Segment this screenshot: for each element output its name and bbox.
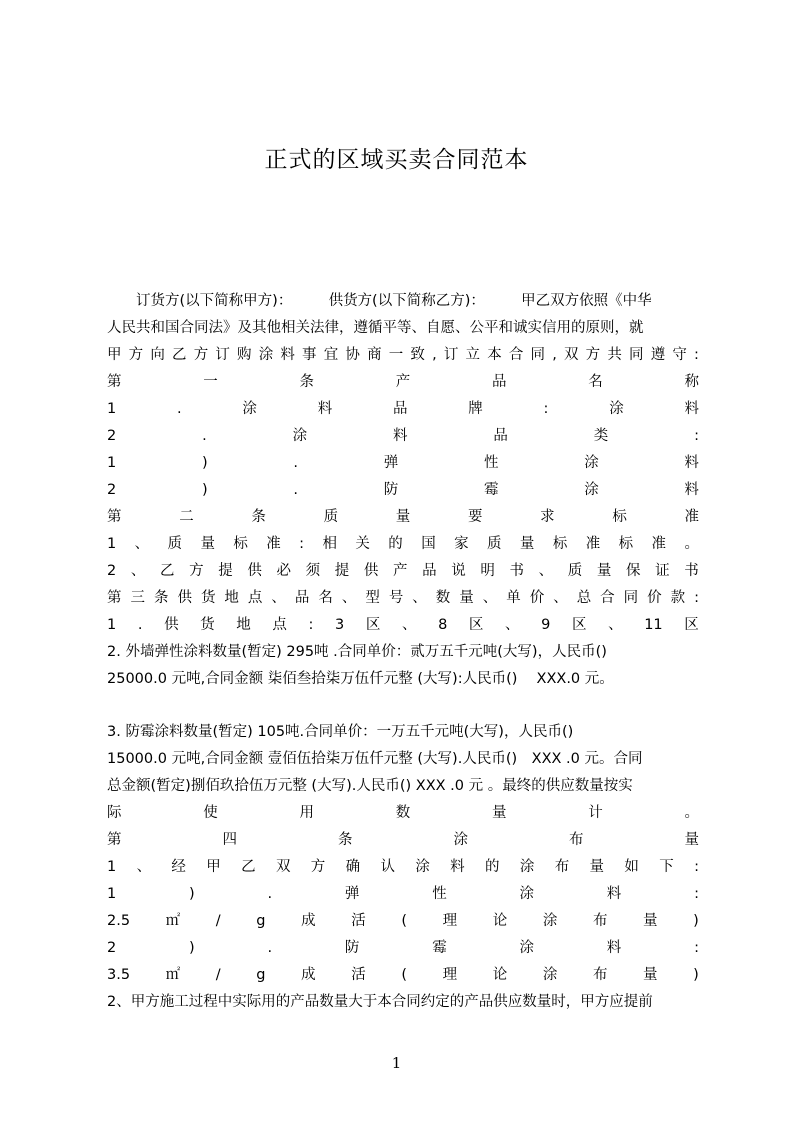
text-segment: 涂 (519, 859, 535, 875)
text-segment: 布 (592, 913, 608, 929)
text-segment: 保 (625, 563, 641, 579)
text-segment: 2. 外墙弹性涂料数量(暂定) 295吨 .合同单价：贰万五千元吨(大写)，人民币() (107, 644, 607, 660)
text-segment: / (215, 967, 221, 983)
text-segment: 区 (684, 617, 699, 633)
text-segment: 甲 (107, 347, 122, 363)
text-segment: 事 (302, 347, 317, 363)
text-segment: ) (693, 967, 699, 983)
text-segment: ) (189, 886, 195, 902)
text-segment: 布 (592, 967, 608, 983)
text-line (107, 639, 699, 666)
text-segment: 成 (301, 967, 316, 983)
text-segment: 关 (355, 536, 370, 552)
text-segment: 总金额(暂定)捌佰玖拾伍万元整 (大写).人民币() XXX .0 元 。最终的供应数量按实 (107, 778, 633, 794)
text-segment: 方 (189, 563, 204, 579)
text-segment: 相 (322, 536, 337, 552)
text-line (107, 666, 699, 693)
text-segment: 料 (280, 347, 295, 363)
text-segment: 料 (684, 482, 699, 498)
text-segment: ) (201, 482, 208, 498)
text-line (107, 288, 699, 315)
text-segment: 、 (538, 563, 554, 579)
text-segment: . (267, 886, 273, 902)
text-segment: 致 (410, 347, 425, 363)
text-line (107, 612, 699, 639)
text-line (107, 854, 699, 881)
text-segment: 量 (643, 967, 658, 983)
text-segment: 涂 (292, 428, 308, 444)
text-segment: 料 (606, 886, 622, 902)
text-segment: 弹 (344, 886, 360, 902)
text-segment: 同 (623, 590, 639, 606)
text-segment: 称 (684, 374, 699, 390)
text-segment: 2 (107, 428, 117, 444)
text-line (107, 962, 699, 989)
text-segment: 向 (150, 347, 165, 363)
text-segment: 产 (392, 563, 408, 579)
text-segment: : (694, 886, 699, 902)
text-segment: 双 (564, 347, 579, 363)
text-segment: 数 (395, 805, 411, 821)
text-line (107, 558, 699, 585)
text-segment: g (256, 967, 266, 983)
text-segment: 立 (465, 347, 481, 363)
text-segment: 价 (529, 590, 545, 606)
text-segment: 区 (468, 617, 484, 633)
text-segment: 1 (107, 886, 117, 902)
text-segment: 货 (200, 590, 216, 606)
text-segment: : (694, 428, 699, 444)
text-segment: 单 (506, 590, 521, 606)
text-segment: 守 (672, 347, 687, 363)
text-segment: 质 (567, 563, 583, 579)
text-segment: 、 (130, 563, 146, 579)
text-segment: : (694, 590, 699, 606)
text-segment: 证 (655, 563, 670, 579)
text-segment: 准 (266, 536, 281, 552)
text-segment: 如 (624, 859, 639, 875)
text-segment: , (432, 347, 437, 363)
text-line (107, 477, 699, 504)
text-segment: 质 (167, 536, 183, 552)
text-segment: 料 (606, 940, 622, 956)
text-segment: ㎡ (165, 967, 181, 983)
text-segment: 霉 (483, 482, 499, 498)
text-segment: 供 (247, 563, 262, 579)
text-segment: 用 (299, 805, 314, 821)
text-segment: 供 (363, 563, 379, 579)
text-segment: , (552, 347, 557, 363)
text-segment: : (694, 859, 699, 875)
text-segment: 9 (541, 617, 551, 633)
text-segment: 量 (492, 805, 507, 821)
text-segment: 准 (585, 536, 601, 552)
text-segment: 理 (442, 967, 458, 983)
text-line (107, 585, 699, 612)
text-segment: 点 (247, 590, 263, 606)
text-segment: 双 (275, 859, 291, 875)
text-segment: 弹 (383, 455, 399, 471)
text-line (107, 450, 699, 477)
text-segment: 涂 (519, 940, 534, 956)
text-segment: 地 (224, 590, 239, 606)
text-segment: 涂 (542, 913, 558, 929)
text-segment: 方 (128, 347, 144, 363)
text-segment: 人民共和国合同法》及其他相关法律，遵循平等、自愿、公平和诚实信用的原则，就 (107, 320, 644, 336)
text-segment: 宜 (323, 347, 339, 363)
text-line (107, 342, 699, 369)
text-segment: 乙 (241, 859, 256, 875)
text-segment: 款 (670, 590, 686, 606)
text-segment: 1 (107, 536, 117, 552)
text-segment: 标 (233, 536, 248, 552)
text-segment: 第 (107, 832, 122, 848)
text-segment: 条 (153, 590, 169, 606)
text-segment: 区 (365, 617, 381, 633)
text-line (107, 935, 699, 962)
text-line (107, 881, 699, 908)
text-segment: 2 (107, 563, 117, 579)
text-segment: 25000.0 元吨,合同金额 柒佰叁拾柒万伍仟元整 (大写):人民币() XXX.0 元。 (107, 671, 614, 687)
text-segment: 合 (600, 590, 615, 606)
text-segment: 地 (236, 617, 251, 633)
text-segment: 乙 (159, 563, 175, 579)
text-segment: 、 (271, 590, 286, 606)
text-segment: 防 (344, 940, 360, 956)
text-segment: 认 (380, 859, 395, 875)
text-segment: 价 (647, 590, 662, 606)
text-segment: 、 (341, 590, 357, 606)
text-segment: 书 (684, 563, 699, 579)
text-segment: 名 (588, 374, 603, 390)
text-segment: 性 (483, 455, 499, 471)
text-segment: 料 (684, 401, 699, 417)
text-segment: 11 (644, 617, 663, 633)
text-segment: 质 (323, 509, 339, 525)
text-segment: 条 (338, 832, 353, 848)
text-line (107, 423, 699, 450)
text-segment: 订货方(以下简称甲方)： 供货方(以下简称乙方)： 甲乙双方依照《中华 (107, 293, 652, 309)
text-segment: 明 (480, 563, 495, 579)
text-segment: 订 (443, 347, 459, 363)
text-segment: 家 (454, 536, 469, 552)
text-segment: 货 (200, 617, 215, 633)
text-segment: 布 (569, 832, 584, 848)
text-segment: 要 (467, 509, 483, 525)
text-segment: ) (189, 940, 195, 956)
text-segment: ) (201, 455, 208, 471)
text-segment: 商 (367, 347, 382, 363)
text-segment: . (293, 455, 298, 471)
text-segment: 3.5 (107, 967, 131, 983)
text-segment: : (694, 347, 699, 363)
text-segment: 品 (492, 374, 507, 390)
text-line (107, 800, 699, 827)
text-segment: 、 (482, 590, 498, 606)
text-segment: 量 (395, 509, 411, 525)
text-segment: 第 (107, 590, 122, 606)
text-segment: 准 (684, 509, 699, 525)
text-segment: 15000.0 元吨,合同金额 壹佰伍拾柒万伍仟元整 (大写).人民币() XXX .0 元。合同 (107, 751, 643, 767)
text-segment: 2、甲方施工过程中实际用的产品数量大于本合同约定的产品供应数量时，甲方应提前 (107, 994, 653, 1010)
text-segment: 活 (351, 967, 366, 983)
text-segment: 购 (237, 347, 252, 363)
text-segment: 名 (318, 590, 333, 606)
document-title: 正式的区域买卖合同范本 (264, 147, 529, 173)
text-segment: 活 (351, 913, 366, 929)
text-segment: 料 (317, 401, 333, 417)
text-segment: 品 (422, 563, 437, 579)
text-segment: 产 (395, 374, 411, 390)
text-segment: 性 (432, 886, 447, 902)
text-segment: 、 (608, 617, 623, 633)
text-segment: 下 (659, 859, 674, 875)
text-segment: 质 (487, 536, 502, 552)
text-segment: 同 (530, 347, 546, 363)
text-segment: 2 (107, 482, 117, 498)
text-segment: 计 (588, 805, 603, 821)
text-segment: 成 (301, 913, 316, 929)
text-segment: 1 (107, 455, 117, 471)
text-segment: 条 (251, 509, 266, 525)
text-line (107, 396, 699, 423)
text-segment: 本 (487, 347, 502, 363)
text-segment: 品 (294, 590, 310, 606)
text-segment: 2 (107, 940, 117, 956)
text-segment: 甲 (206, 859, 221, 875)
text-segment: 确 (345, 859, 361, 875)
text-segment: 。 (684, 805, 699, 821)
text-segment: 一 (203, 374, 218, 390)
text-segment: 料 (392, 428, 408, 444)
text-segment: 理 (442, 913, 458, 929)
text-segment: 1 (107, 617, 117, 633)
text-segment: 量 (643, 913, 658, 929)
text-segment: 。 (684, 536, 699, 552)
text-segment: 类 (593, 428, 609, 444)
text-segment: 号 (388, 590, 404, 606)
text-segment: 论 (492, 967, 508, 983)
text-segment: 涂 (609, 401, 624, 417)
text-segment: 、 (505, 617, 520, 633)
text-segment: 1 (107, 859, 117, 875)
text-segment: . (293, 482, 298, 498)
text-segment: 牌 (468, 401, 483, 417)
text-segment: 涂 (258, 347, 274, 363)
text-segment: 一 (388, 347, 404, 363)
text-segment: 书 (509, 563, 524, 579)
text-segment: 、 (136, 859, 152, 875)
text-segment: 乙 (172, 347, 187, 363)
text-segment: 量 (684, 832, 699, 848)
text-segment: 霉 (432, 940, 447, 956)
text-segment: 型 (365, 590, 380, 606)
text-segment: : (694, 940, 699, 956)
text-segment: 品 (493, 428, 508, 444)
text-segment: 料 (450, 859, 465, 875)
text-segment: 涂 (519, 886, 534, 902)
text-segment: 标 (618, 536, 634, 552)
text-segment: 料 (684, 455, 699, 471)
text-segment: 量 (200, 536, 215, 552)
text-segment: 的 (485, 859, 500, 875)
text-segment: 论 (492, 913, 508, 929)
text-segment: 3. 防霉涂料数量(暂定) 105吨.合同单价：一万五千元吨(大写)，人民币() (107, 724, 574, 740)
text-segment: 标 (552, 536, 568, 552)
text-segment: 涂 (584, 482, 599, 498)
text-segment: 求 (540, 509, 555, 525)
text-segment: 第 (107, 509, 122, 525)
text-segment: 订 (215, 347, 230, 363)
text-segment: 供 (164, 617, 179, 633)
text-line (107, 369, 699, 396)
text-segment: g (256, 913, 266, 929)
text-segment: 2.5 (107, 913, 131, 929)
text-segment: 三 (130, 590, 145, 606)
text-line (107, 315, 699, 342)
text-segment: 点 (272, 617, 287, 633)
text-segment: 第 (107, 374, 122, 390)
text-segment: 经 (171, 859, 186, 875)
text-segment: 量 (519, 536, 535, 552)
text-line (107, 531, 699, 558)
text-segment: 提 (334, 563, 350, 579)
text-segment: 、 (412, 590, 427, 606)
document-body (107, 288, 699, 1016)
text-segment: 1 (107, 401, 117, 417)
text-segment: 必 (276, 563, 291, 579)
text-segment: 涂 (584, 455, 599, 471)
text-segment: 四 (222, 832, 237, 848)
text-segment: 涂 (242, 401, 257, 417)
text-segment: . (202, 428, 207, 444)
text-segment: ( (401, 913, 407, 929)
text-segment: : (543, 401, 549, 417)
text-segment: 区 (571, 617, 587, 633)
text-segment: 品 (392, 401, 408, 417)
text-line (107, 989, 699, 1016)
text-segment: . (267, 940, 273, 956)
text-segment: 的 (388, 536, 403, 552)
text-line (107, 746, 699, 773)
text-segment: . (177, 401, 182, 417)
text-segment: 、 (401, 617, 417, 633)
text-line (107, 827, 699, 854)
text-segment: : (308, 617, 314, 633)
text-segment: 使 (203, 805, 218, 821)
text-segment: 数 (435, 590, 451, 606)
text-segment: 8 (438, 617, 448, 633)
text-segment: 量 (459, 590, 474, 606)
text-line (107, 504, 699, 531)
text-segment: . (137, 617, 143, 633)
text-segment: 、 (134, 536, 150, 552)
text-segment: 遵 (650, 347, 666, 363)
text-segment: 二 (179, 509, 194, 525)
text-segment: 准 (651, 536, 667, 552)
text-segment: 方 (585, 347, 601, 363)
text-segment: 量 (596, 563, 612, 579)
text-segment: 涂 (453, 832, 468, 848)
text-segment: 须 (305, 563, 321, 579)
text-segment: 提 (218, 563, 233, 579)
text-segment: 协 (345, 347, 360, 363)
text-segment: ) (693, 913, 699, 929)
text-segment: 布 (554, 859, 570, 875)
text-segment: 同 (629, 347, 644, 363)
text-line (107, 719, 699, 746)
text-segment: : (299, 536, 305, 552)
text-segment: 合 (508, 347, 524, 363)
page-number: 1 (391, 1054, 402, 1072)
text-segment: / (215, 913, 221, 929)
text-line (107, 908, 699, 935)
text-segment: 防 (383, 482, 399, 498)
text-segment: 、 (553, 590, 568, 606)
text-segment: ㎡ (165, 913, 181, 929)
text-segment: ( (401, 967, 407, 983)
text-segment: 供 (177, 590, 192, 606)
text-segment: 3 (335, 617, 345, 633)
text-segment: 涂 (542, 967, 558, 983)
text-segment: 条 (299, 374, 314, 390)
text-segment: 标 (612, 509, 627, 525)
text-segment: 说 (451, 563, 466, 579)
text-segment: 共 (607, 347, 622, 363)
text-segment: 总 (576, 590, 592, 606)
text-segment: 方 (193, 347, 209, 363)
text-segment: 际 (107, 805, 122, 821)
blank-line (107, 693, 699, 719)
text-segment: 量 (589, 859, 605, 875)
text-segment: 涂 (415, 859, 430, 875)
text-line (107, 773, 699, 800)
text-segment: 国 (421, 536, 436, 552)
text-segment: 方 (310, 859, 326, 875)
